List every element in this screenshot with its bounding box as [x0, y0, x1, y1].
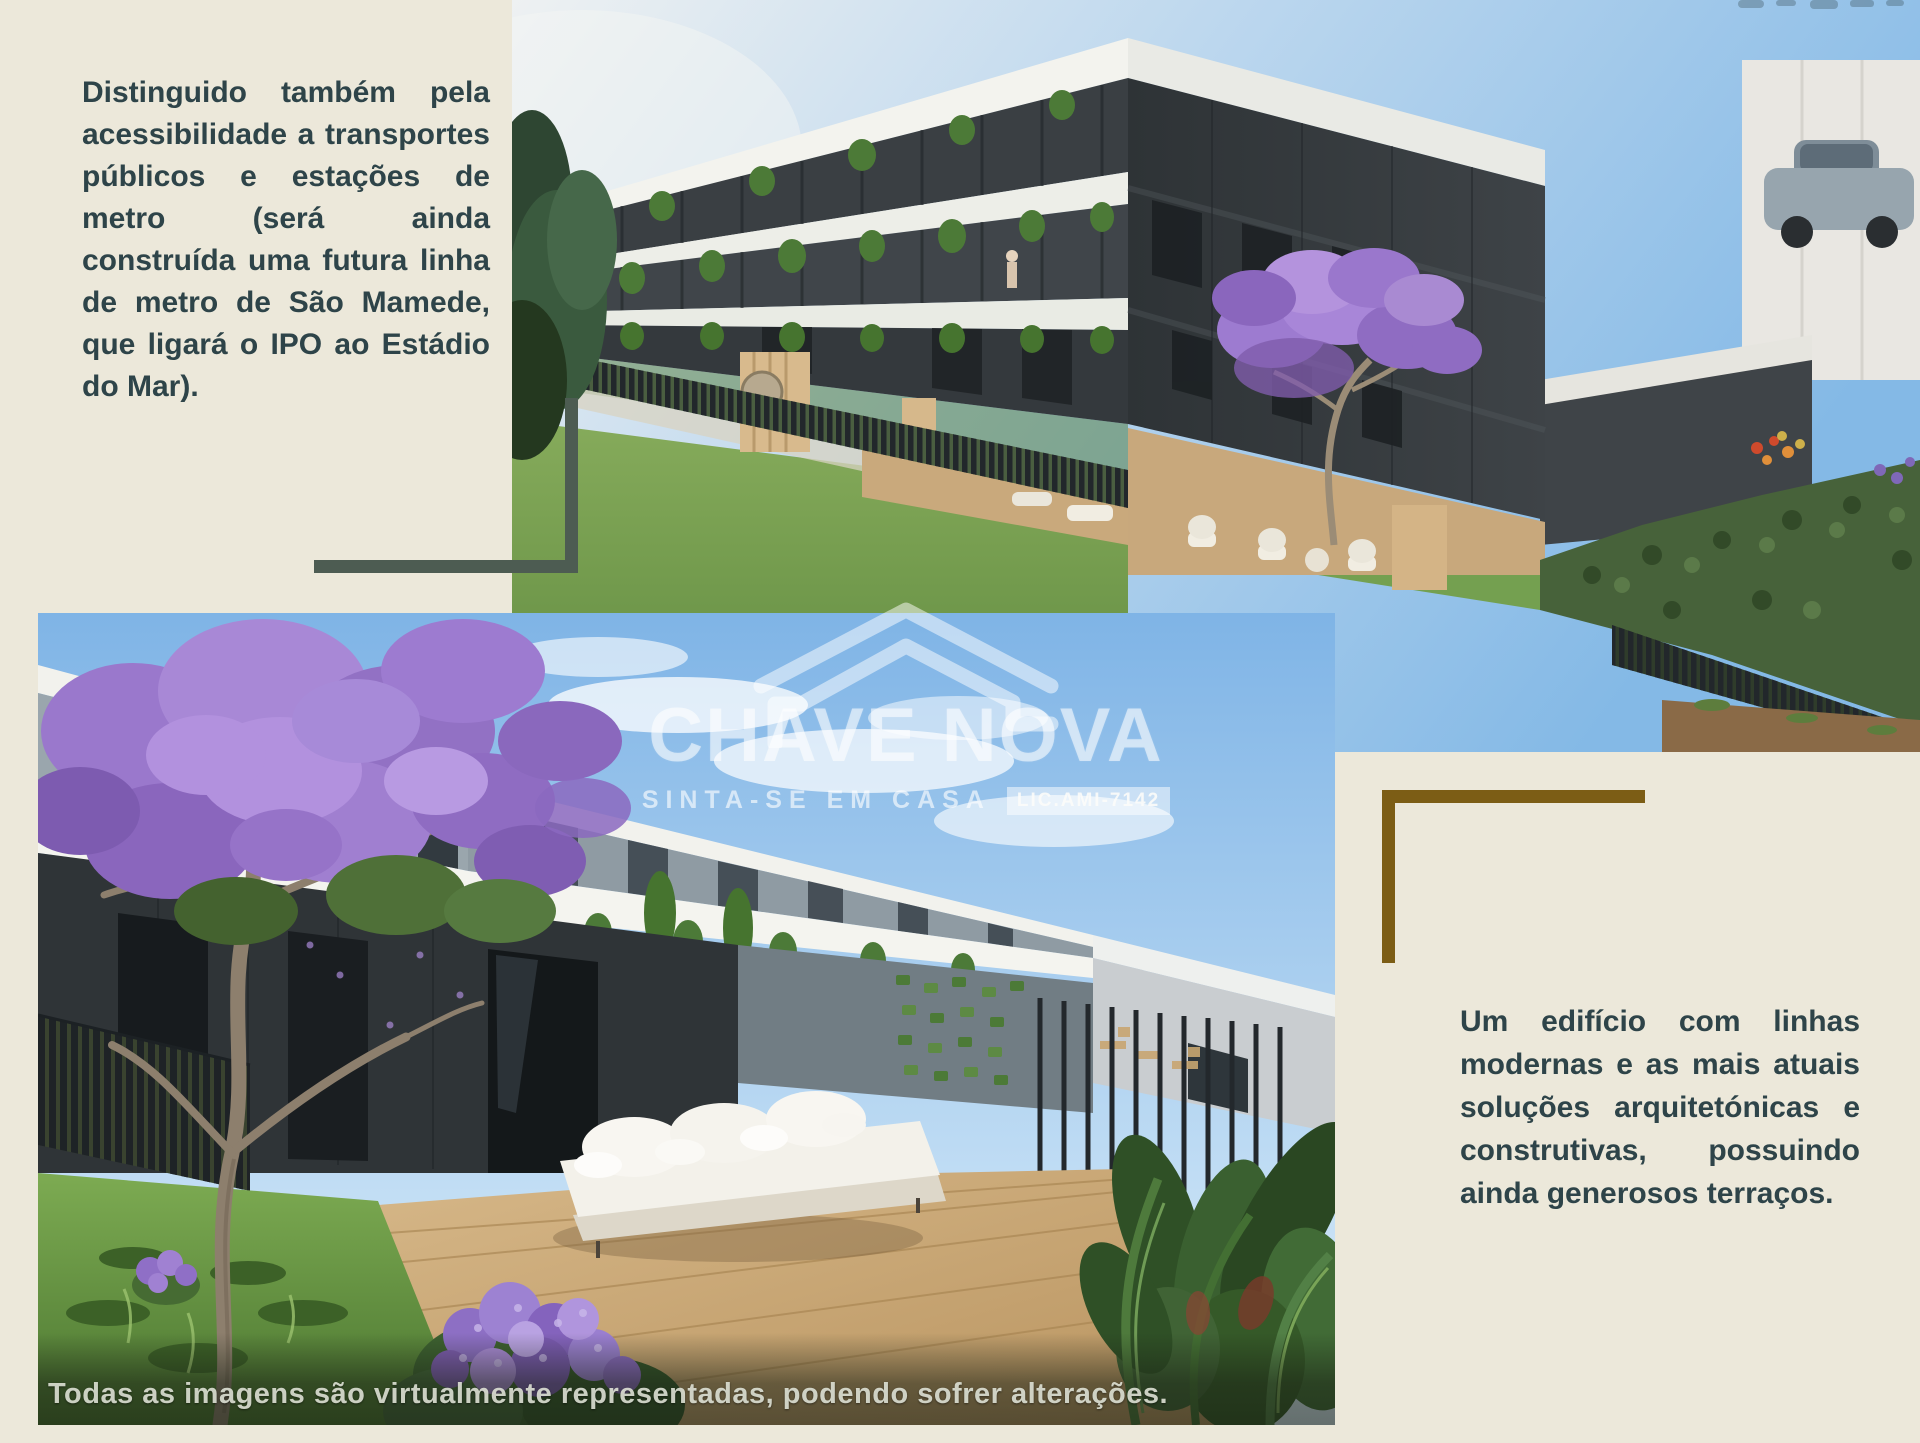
disclaimer-text: Todas as imagens são virtualmente representadas, podendo sofrer alterações. — [48, 1378, 1169, 1411]
cropped-logo-fragment — [1738, 0, 1908, 12]
license-badge: LIC.AMI-7142 — [1007, 787, 1170, 815]
disclaimer-band — [38, 1333, 1335, 1425]
paragraph-architecture: Um edifício com linhas modernas e as mais atuais soluções arquitetónicas e construtivas, possuindo ainda generosos terraços. — [1460, 1005, 1860, 1210]
paragraph-transport: Distinguido também pela acessibilidade a transportes públicos e estações de metro (será ainda construída uma futura linha de metro de São Mamede, que ligará o IPO ao Estádio do Mar). — [82, 76, 490, 403]
terrace-render-exterior — [38, 613, 1335, 1425]
bottom-left-photo — [38, 613, 1335, 1425]
corner-bracket-brown — [1382, 790, 1645, 963]
corner-bracket-green — [314, 398, 578, 573]
person-on-balcony — [1006, 250, 1018, 288]
brand-name: CHAVE NOVA — [648, 693, 1164, 778]
brand-tagline: SINTA-SE EM CASA — [641, 786, 991, 814]
